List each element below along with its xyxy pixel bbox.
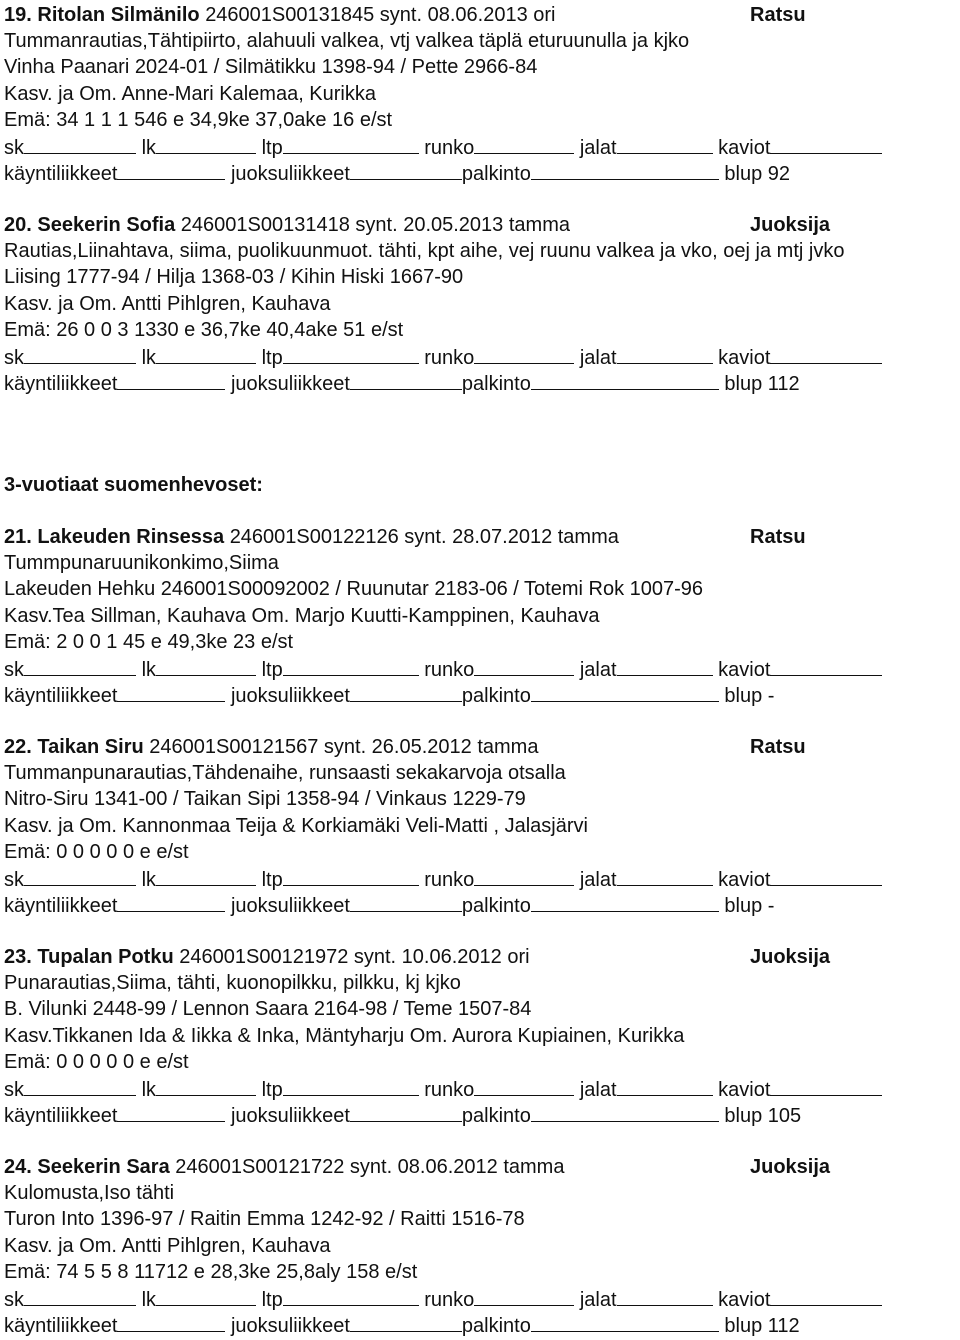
registration-info: 246001S00122126 synt. 28.07.2012 tamma: [229, 526, 619, 548]
field-kaviot-label: kaviot: [718, 137, 771, 159]
entry-detail-text: Emä: 26 0 0 3 1330 e 36,7ke 40,4ake 51 e/st: [4, 318, 404, 341]
field-jalat-blank: [617, 655, 713, 676]
field-ltp-blank: [283, 1285, 419, 1306]
entry-detail-text: Liising 1777-94 / Hilja 1368-03 / Kihin Hiski 1667-90: [4, 266, 464, 289]
field-ltp-label: ltp: [261, 137, 283, 159]
field-kayntiliikkeet-blank: [117, 159, 225, 180]
blup-value: blup -: [724, 685, 775, 708]
horse-name: Lakeuden Rinsessa: [37, 526, 225, 548]
entry-detail-text: Tummanrautias,Tähtipiirto, alahuuli valkea, vtj valkea täplä eturuunulla ja kjko: [4, 30, 690, 53]
entry-detail-line: [4, 238, 844, 264]
entry-detail-line: [4, 1180, 174, 1206]
entry-detail-line: [4, 28, 689, 54]
entry-detail-text: Kasv.Tea Sillman, Kauhava Om. Marjo Kuutti-Kamppinen, Kauhava: [4, 604, 600, 627]
field-kayntiliikkeet-label: käyntiliikkeet: [4, 895, 118, 918]
field-kayntiliikkeet-label: käyntiliikkeet: [4, 1315, 118, 1338]
evaluation-row-1: [4, 1285, 882, 1311]
horse-name: Seekerin Sara: [37, 1156, 170, 1178]
entry-header: [4, 1154, 831, 1180]
evaluation-row-1: [4, 343, 882, 369]
evaluation-row-2: [4, 891, 774, 917]
field-runko-label: runko: [424, 347, 475, 369]
field-sk-blank: [24, 1285, 136, 1306]
entry-header: [4, 734, 806, 760]
field-sk-blank: [24, 343, 136, 364]
field-runko-label: runko: [424, 869, 475, 891]
entry-detail-line: [4, 1023, 684, 1049]
field-lk-blank: [156, 1285, 256, 1306]
category-badge: Juoksija: [750, 214, 831, 236]
field-runko-blank: [474, 1285, 574, 1306]
field-kaviot-label: kaviot: [718, 659, 771, 681]
field-lk-label: lk: [141, 869, 157, 891]
blup-value: blup 112: [724, 373, 800, 396]
field-lk-blank: [156, 343, 256, 364]
field-sk-blank: [24, 865, 136, 886]
field-kayntiliikkeet-label: käyntiliikkeet: [4, 1105, 118, 1128]
blup-value: blup 105: [724, 1105, 802, 1128]
field-jalat-blank: [617, 1075, 713, 1096]
entry-header: [4, 944, 831, 970]
field-jalat-label: jalat: [579, 137, 617, 159]
entry-detail-line: [4, 576, 703, 602]
entry-number: 21.: [4, 526, 32, 548]
category-badge: Ratsu: [750, 526, 806, 548]
field-sk-label: sk: [4, 347, 24, 369]
entry-detail-text: Lakeuden Hehku 246001S00092002 / Ruunutar 2183-06 / Totemi Rok 1007-96: [4, 578, 704, 601]
blup-value: blup 92: [724, 163, 791, 186]
field-kayntiliikkeet-label: käyntiliikkeet: [4, 685, 118, 708]
field-juoksuliikkeet-blank: [350, 681, 462, 702]
entry-detail-line: [4, 107, 392, 133]
entry-detail-line: [4, 317, 403, 343]
evaluation-row-1: [4, 1075, 882, 1101]
field-ltp-label: ltp: [261, 1289, 283, 1311]
field-juoksuliikkeet-blank: [350, 159, 462, 180]
field-juoksuliikkeet-blank: [350, 369, 462, 390]
field-jalat-label: jalat: [579, 659, 617, 681]
entry-number: 22.: [4, 736, 32, 758]
entry-detail-line: [4, 291, 330, 317]
field-palkinto-label: palkinto: [461, 895, 531, 918]
field-ltp-blank: [283, 343, 419, 364]
field-palkinto-blank: [531, 681, 719, 702]
field-juoksuliikkeet-label: juoksuliikkeet: [230, 1105, 350, 1128]
field-juoksuliikkeet-blank: [350, 1311, 462, 1332]
evaluation-row-2: [4, 681, 774, 707]
field-kaviot-label: kaviot: [718, 1289, 771, 1311]
field-kayntiliikkeet-blank: [117, 891, 225, 912]
section-heading: [4, 472, 263, 498]
registration-info: 246001S00121972 synt. 10.06.2012 ori: [179, 946, 530, 968]
horse-name: Taikan Siru: [37, 736, 144, 758]
entry-detail-line: [4, 786, 526, 812]
entry-detail-text: B. Vilunki 2448-99 / Lennon Saara 2164-98 / Teme 1507-84: [4, 998, 532, 1021]
category-badge: Juoksija: [750, 946, 831, 968]
evaluation-row-2: [4, 369, 800, 395]
field-sk-blank: [24, 655, 136, 676]
field-lk-label: lk: [141, 137, 157, 159]
category-badge: Ratsu: [750, 4, 806, 26]
field-palkinto-label: palkinto: [461, 685, 531, 708]
field-ltp-label: ltp: [261, 869, 283, 891]
entry-detail-line: [4, 1049, 189, 1075]
field-kaviot-label: kaviot: [718, 347, 771, 369]
field-kaviot-blank: [770, 655, 882, 676]
field-palkinto-label: palkinto: [461, 1105, 531, 1128]
field-jalat-label: jalat: [579, 1079, 617, 1101]
registration-info: 246001S00121567 synt. 26.05.2012 tamma: [149, 736, 539, 758]
entry-detail-text: Nitro-Siru 1341-00 / Taikan Sipi 1358-94 / Vinkaus 1229-79: [4, 788, 526, 811]
entry-detail-text: Kulomusta,Iso tähti: [4, 1182, 175, 1205]
horse-name: Seekerin Sofia: [37, 214, 176, 236]
field-sk-label: sk: [4, 869, 24, 891]
field-kaviot-blank: [770, 1075, 882, 1096]
field-sk-label: sk: [4, 1289, 24, 1311]
blup-value: blup 112: [724, 1315, 800, 1338]
field-lk-blank: [156, 1075, 256, 1096]
registration-info: 246001S00131845 synt. 08.06.2013 ori: [205, 4, 556, 26]
field-jalat-label: jalat: [579, 347, 617, 369]
field-runko-label: runko: [424, 659, 475, 681]
field-kaviot-label: kaviot: [718, 1079, 771, 1101]
entry-detail-text: Rautias,Liinahtava, siima, puolikuunmuot. tähti, kpt aihe, vej ruunu valkea ja vko, oej ja mtj jvko: [4, 240, 845, 263]
entry-number: 19.: [4, 4, 32, 26]
field-jalat-label: jalat: [579, 1289, 617, 1311]
field-lk-blank: [156, 133, 256, 154]
entry-detail-line: [4, 1259, 417, 1285]
entry-detail-line: [4, 813, 588, 839]
entry-detail-line: [4, 81, 376, 107]
field-kaviot-label: kaviot: [718, 869, 771, 891]
entry-detail-line: [4, 1206, 525, 1232]
field-jalat-blank: [617, 133, 713, 154]
evaluation-row-1: [4, 655, 882, 681]
entry-detail-text: Emä: 0 0 0 0 0 e e/st: [4, 840, 189, 863]
entry-detail-text: Emä: 34 1 1 1 546 e 34,9ke 37,0ake 16 e/st: [4, 108, 393, 131]
entry-detail-line: [4, 629, 293, 655]
field-kayntiliikkeet-label: käyntiliikkeet: [4, 373, 118, 396]
section-heading-text: 3-vuotiaat suomenhevoset:: [4, 474, 263, 496]
field-kayntiliikkeet-label: käyntiliikkeet: [4, 163, 118, 186]
field-palkinto-blank: [531, 369, 719, 390]
field-lk-label: lk: [141, 347, 157, 369]
field-lk-label: lk: [141, 1289, 157, 1311]
field-runko-blank: [474, 655, 574, 676]
field-juoksuliikkeet-label: juoksuliikkeet: [230, 163, 350, 186]
field-palkinto-label: palkinto: [461, 1315, 531, 1338]
field-jalat-blank: [617, 343, 713, 364]
field-ltp-blank: [283, 655, 419, 676]
field-lk-blank: [156, 865, 256, 886]
blup-value: blup -: [724, 895, 775, 918]
field-jalat-blank: [617, 1285, 713, 1306]
field-palkinto-blank: [531, 159, 719, 180]
field-ltp-label: ltp: [261, 1079, 283, 1101]
field-juoksuliikkeet-blank: [350, 891, 462, 912]
field-sk-blank: [24, 1075, 136, 1096]
field-sk-label: sk: [4, 1079, 24, 1101]
field-kaviot-blank: [770, 343, 882, 364]
entry-detail-text: Vinha Paanari 2024-01 / Silmätikku 1398-94 / Pette 2966-84: [4, 56, 538, 79]
entry-detail-text: Kasv. ja Om. Anne-Mari Kalemaa, Kurikka: [4, 82, 376, 105]
registration-info: 246001S00121722 synt. 08.06.2012 tamma: [175, 1156, 565, 1178]
entry-detail-line: [4, 970, 461, 996]
field-sk-blank: [24, 133, 136, 154]
field-lk-label: lk: [141, 659, 157, 681]
entry-detail-text: Kasv.Tikkanen Ida & Iikka & Inka, Mäntyharju Om. Aurora Kupiainen, Kurikka: [4, 1024, 685, 1047]
field-runko-blank: [474, 343, 574, 364]
entry-detail-text: Tummpunaruunikonkimo,Siima: [4, 552, 279, 575]
field-runko-label: runko: [424, 1289, 475, 1311]
field-juoksuliikkeet-label: juoksuliikkeet: [230, 895, 350, 918]
field-lk-label: lk: [141, 1079, 157, 1101]
field-juoksuliikkeet-label: juoksuliikkeet: [230, 373, 350, 396]
entry-detail-line: [4, 760, 566, 786]
field-jalat-blank: [617, 865, 713, 886]
entry-detail-line: [4, 996, 531, 1022]
field-juoksuliikkeet-label: juoksuliikkeet: [230, 1315, 350, 1338]
field-runko-blank: [474, 1075, 574, 1096]
field-kayntiliikkeet-blank: [117, 1101, 225, 1122]
entry-header: [4, 524, 806, 550]
field-ltp-label: ltp: [261, 659, 283, 681]
entry-detail-text: Tummanpunarautias,Tähdenaihe, runsaasti sekakarvoja otsalla: [4, 762, 566, 785]
horse-name: Tupalan Potku: [37, 946, 174, 968]
field-kayntiliikkeet-blank: [117, 369, 225, 390]
entry-detail-text: Punarautias,Siima, tähti, kuonopilkku, pilkku, kj kjko: [4, 972, 461, 995]
entry-number: 23.: [4, 946, 32, 968]
category-badge: Ratsu: [750, 736, 806, 758]
field-kayntiliikkeet-blank: [117, 1311, 225, 1332]
entry-detail-line: [4, 264, 463, 290]
entry-detail-text: Emä: 74 5 5 8 11712 e 28,3ke 25,8aly 158 e/st: [4, 1260, 418, 1283]
field-ltp-blank: [283, 133, 419, 154]
field-palkinto-blank: [531, 891, 719, 912]
field-ltp-label: ltp: [261, 347, 283, 369]
entry-detail-line: [4, 1233, 330, 1259]
field-runko-label: runko: [424, 137, 475, 159]
field-runko-blank: [474, 865, 574, 886]
evaluation-row-2: [4, 1101, 801, 1127]
entry-header: [4, 212, 831, 238]
field-palkinto-blank: [531, 1311, 719, 1332]
entry-detail-text: Emä: 0 0 0 0 0 e e/st: [4, 1050, 189, 1073]
entry-detail-text: Kasv. ja Om. Kannonmaa Teija & Korkiamäki Veli-Matti , Jalasjärvi: [4, 814, 588, 837]
entry-detail-text: Kasv. ja Om. Antti Pihlgren, Kauhava: [4, 292, 331, 315]
field-sk-label: sk: [4, 659, 24, 681]
entry-detail-line: [4, 550, 279, 576]
entry-detail-line: [4, 839, 189, 865]
evaluation-row-1: [4, 133, 882, 159]
evaluation-row-1: [4, 865, 882, 891]
field-ltp-blank: [283, 1075, 419, 1096]
field-juoksuliikkeet-blank: [350, 1101, 462, 1122]
field-runko-label: runko: [424, 1079, 475, 1101]
field-palkinto-blank: [531, 1101, 719, 1122]
field-palkinto-label: palkinto: [461, 373, 531, 396]
field-palkinto-label: palkinto: [461, 163, 531, 186]
entry-number: 20.: [4, 214, 32, 236]
field-runko-blank: [474, 133, 574, 154]
field-kaviot-blank: [770, 1285, 882, 1306]
entry-detail-text: Emä: 2 0 0 1 45 e 49,3ke 23 e/st: [4, 630, 294, 653]
field-ltp-blank: [283, 865, 419, 886]
evaluation-row-2: [4, 1311, 800, 1337]
entry-header: [4, 2, 806, 28]
field-kaviot-blank: [770, 865, 882, 886]
field-kayntiliikkeet-blank: [117, 681, 225, 702]
registration-info: 246001S00131418 synt. 20.05.2013 tamma: [180, 214, 570, 236]
horse-name: Ritolan Silmänilo: [37, 4, 200, 26]
field-lk-blank: [156, 655, 256, 676]
entry-number: 24.: [4, 1156, 32, 1178]
entry-detail-text: Kasv. ja Om. Antti Pihlgren, Kauhava: [4, 1234, 331, 1257]
field-juoksuliikkeet-label: juoksuliikkeet: [230, 685, 350, 708]
field-sk-label: sk: [4, 137, 24, 159]
entry-detail-line: [4, 54, 537, 80]
category-badge: Juoksija: [750, 1156, 831, 1178]
evaluation-row-2: [4, 159, 790, 185]
field-jalat-label: jalat: [579, 869, 617, 891]
entry-detail-text: Turon Into 1396-97 / Raitin Emma 1242-92 / Raitti 1516-78: [4, 1208, 525, 1231]
field-kaviot-blank: [770, 133, 882, 154]
entry-detail-line: [4, 603, 600, 629]
